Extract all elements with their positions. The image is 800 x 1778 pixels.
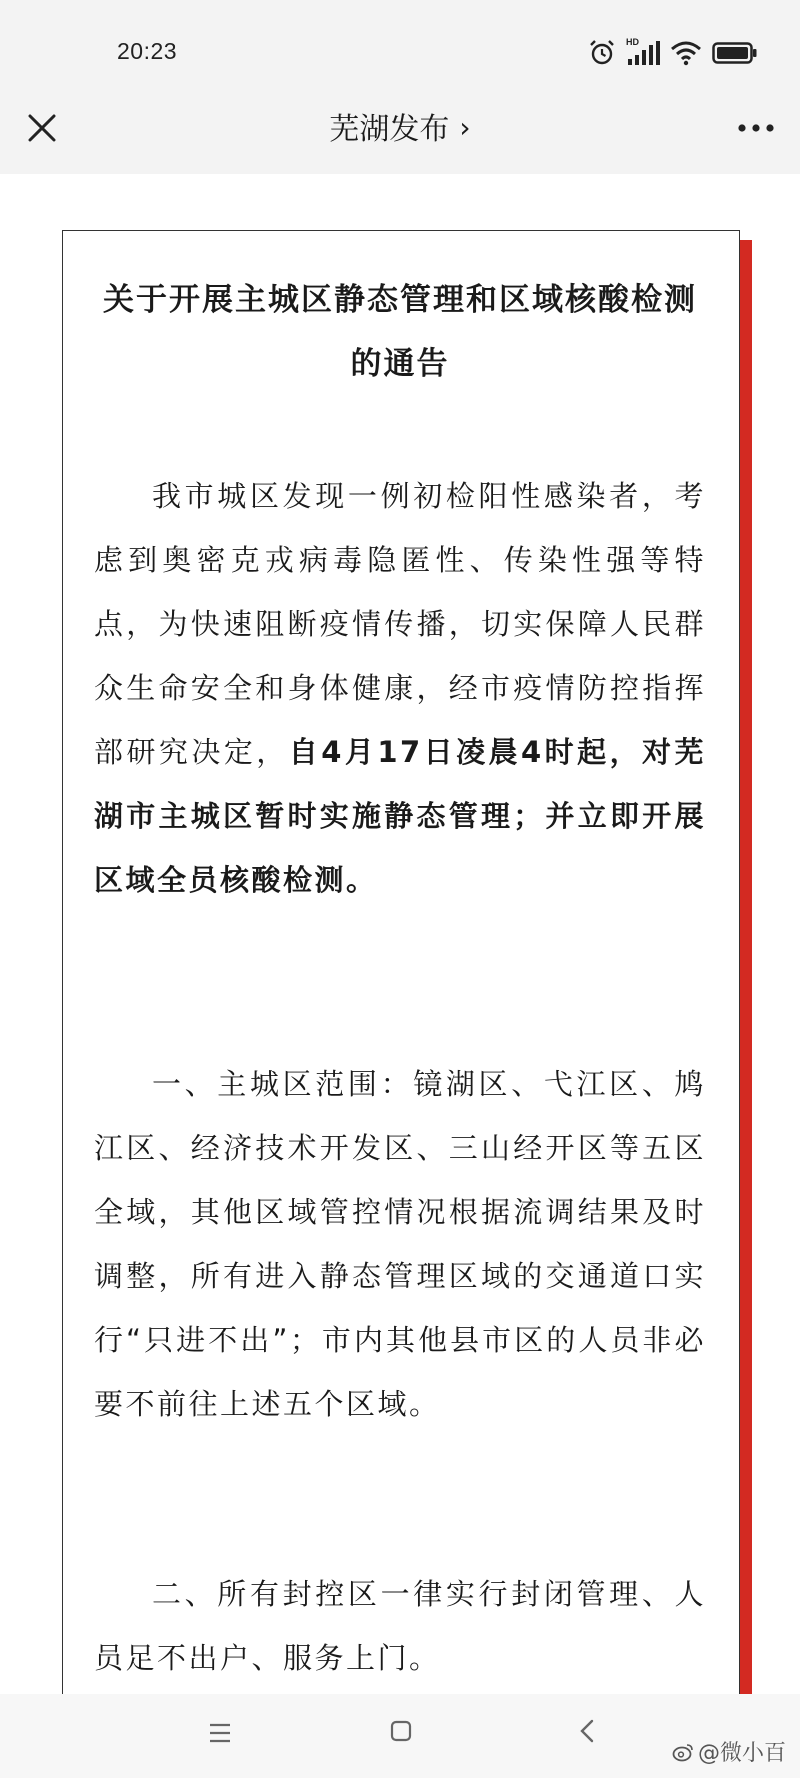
home-icon	[390, 1720, 412, 1742]
more-button[interactable]	[732, 110, 780, 146]
wifi-icon	[670, 40, 702, 66]
watermark-text: @微小百	[697, 1741, 786, 1766]
battery-icon	[712, 41, 758, 65]
status-bar	[0, 0, 800, 96]
notice-paragraph-3: 二、所有封控区一律实行封闭管理、人员足不出户、服务上门。	[94, 1577, 706, 1675]
red-accent-strip	[740, 240, 752, 1710]
notice-frame	[62, 230, 740, 1710]
chevron-right-icon: ›	[459, 111, 471, 144]
alarm-icon	[588, 39, 616, 67]
back-button[interactable]	[578, 1718, 596, 1744]
notice-paragraph-1	[94, 464, 706, 912]
back-icon	[578, 1718, 596, 1744]
account-title-link[interactable]	[0, 104, 800, 148]
status-icons	[588, 38, 758, 68]
recent-apps-button[interactable]	[208, 1722, 232, 1744]
article-content	[0, 174, 800, 1694]
weibo-logo-icon	[672, 1742, 694, 1762]
watermark	[672, 1736, 786, 1767]
signal-icon	[626, 39, 660, 67]
account-name: 芜湖发布	[329, 112, 450, 147]
more-icon	[732, 110, 780, 146]
paragraph-1-bold-text: 自4月17日凌晨4时起，对芜湖市主城区暂时实施静态管理；并立即开展区域全员核酸检测。	[94, 735, 706, 897]
paragraph-1-text: 我市城区发现一例初检阳性感染者，考虑到奥密克戎病毒隐匿性、传染性强等特点，为快速阻断疫情传播，切实保障人民群众生命安全和身体健康，经市疫情防控指挥部研究决定，	[94, 479, 706, 769]
hd-label: HD	[626, 37, 639, 47]
status-time: 20:23	[117, 38, 178, 64]
menu-icon	[208, 1722, 232, 1744]
nav-bar	[0, 96, 800, 174]
notice-title: 关于开展主城区静态管理和区域核酸检测的通告	[103, 282, 697, 382]
home-button[interactable]	[390, 1720, 412, 1742]
notice-paragraph-2: 一、主城区范围：镜湖区、弋江区、鸠江区、经济技术开发区、三山经开区等五区全域，其他区域管控情况根据流调结果及时调整，所有进入静态管理区域的交通道口实行“只进不出”；市内其他县市区的人员非必要不前往上述五个区域。	[94, 1067, 706, 1421]
